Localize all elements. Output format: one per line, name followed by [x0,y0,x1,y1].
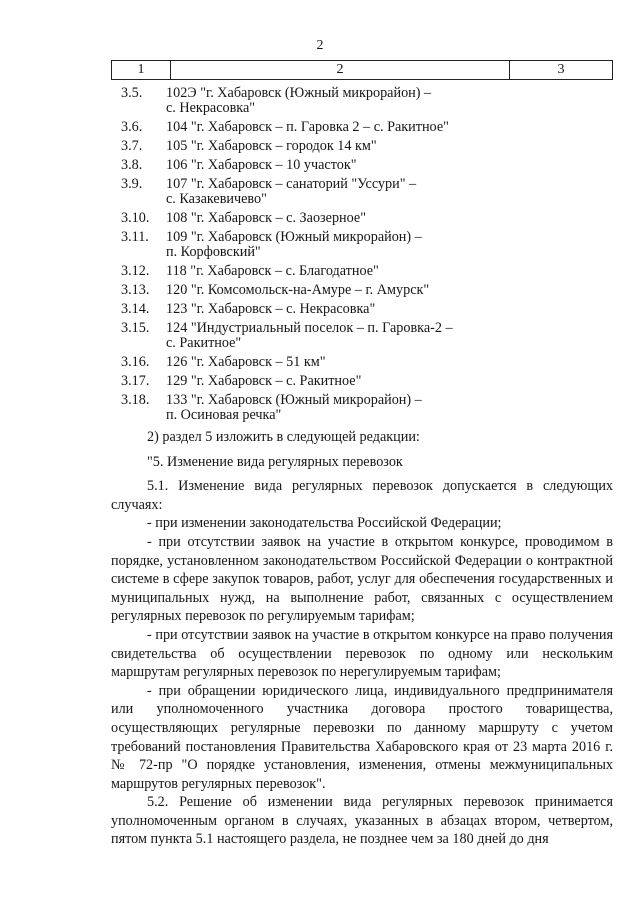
route-row [0,321,640,351]
route-row [0,264,640,279]
route-name: 123 "г. Хабаровск – с. Некрасовка" [166,301,376,317]
list-item: - при отсутствии заявок на участие в открытом конкурсе, проводимом в порядке, установленном законодательством Российской Федерации о контрактной системе в сфере закупок товаров, работ, услуг для обеспечения государственных и муниципальных нужд, на выполнение работ, связанных с осуществлением регулярных перевозок по регулируемым тарифам; [111,533,613,625]
route-name: 129 "г. Хабаровск – с. Ракитное" [166,373,362,389]
list-item: - при изменении законодательства Российской Федерации; [147,515,502,532]
route-number: 3.17. [121,373,150,389]
paragraph-5-2: 5.2. Решение об изменении вида регулярных перевозок принимается уполномоченным органом в случаях, указанных в абзацах втором, четвертом, пятом пункта 5.1 настоящего раздела, не позднее чем за 180 дней до дня [111,794,613,848]
route-row [0,211,640,226]
table-header [111,60,613,80]
route-row [0,139,640,154]
route-number: 3.13. [121,282,150,298]
route-name: 107 "г. Хабаровск – санаторий "Уссури" – [166,176,417,192]
route-name: 124 "Индустриальный поселок – п. Гаровка-2 – [166,320,453,336]
header-cell-1: 1 [112,61,171,80]
route-name-cont: с. Некрасовка" [166,100,256,116]
route-name: 105 "г. Хабаровск – городок 14 км" [166,138,377,154]
route-number: 3.16. [121,354,150,370]
route-number: 3.5. [121,85,143,101]
route-name: 106 "г. Хабаровск – 10 участок" [166,157,357,173]
route-row [0,283,640,298]
route-row [0,120,640,135]
page-number: 2 [316,38,324,53]
route-row [0,355,640,370]
route-number: 3.9. [121,176,143,192]
section-heading: "5. Изменение вида регулярных перевозок [147,453,403,470]
route-number: 3.14. [121,301,150,317]
route-name: 120 "г. Комсомольск-на-Амуре – г. Амурск" [166,282,430,298]
route-number: 3.15. [121,320,150,336]
route-name: 133 "г. Хабаровск (Южный микрорайон) – [166,392,422,408]
route-name-cont: с. Ракитное" [166,335,242,351]
route-number: 3.8. [121,157,143,173]
route-name: 104 "г. Хабаровск – п. Гаровка 2 – с. Ракитное" [166,119,449,135]
list-item: - при обращении юридического лица, индивидуального предпринимателя или уполномоченного участника договора простого товарищества, осуществляющих регулярные перевозки по данному маршруту с учетом требований постановления Правительства Хабаровского края от 23 марта 2016 г. № 72-пр "О порядке установления, изменения, отмены межмуниципальных маршрутов регулярных перевозок". [111,682,613,792]
route-number: 3.10. [121,210,150,226]
route-name: 108 "г. Хабаровск – с. Заозерное" [166,210,367,226]
header-cell-3: 3 [510,61,613,80]
route-list [0,86,640,427]
list-item: - при отсутствии заявок на участие в открытом конкурсе на право получения свидетельства об осуществлении перевозок по одному или нескольким маршрутам регулярных перевозок по нерегулируемым тарифам; [111,626,613,681]
header-cell-2: 2 [171,61,510,80]
route-name: 118 "г. Хабаровск – с. Благодатное" [166,263,379,279]
route-row [0,302,640,317]
amendment-intro: 2) раздел 5 изложить в следующей редакции: [147,429,420,445]
document-body [111,428,613,849]
route-row [0,177,640,207]
paragraph-5-1: 5.1. Изменение вида регулярных перевозок допускается в следующих случаях: [111,478,613,513]
route-name: 102Э "г. Хабаровск (Южный микрорайон) – [166,85,432,101]
route-row [0,86,640,116]
route-number: 3.11. [121,229,149,245]
route-row [0,230,640,260]
route-name: 109 "г. Хабаровск (Южный микрорайон) – [166,229,422,245]
route-number: 3.12. [121,263,150,279]
route-name: 126 "г. Хабаровск – 51 км" [166,354,326,370]
route-number: 3.6. [121,119,143,135]
route-number: 3.18. [121,392,150,408]
route-name-cont: п. Корфовский" [166,244,261,260]
route-row [0,374,640,389]
route-name-cont: с. Казакевичево" [166,191,267,207]
route-row [0,393,640,423]
route-name-cont: п. Осиновая речка" [166,407,282,423]
route-number: 3.7. [121,138,143,154]
route-row [0,158,640,173]
